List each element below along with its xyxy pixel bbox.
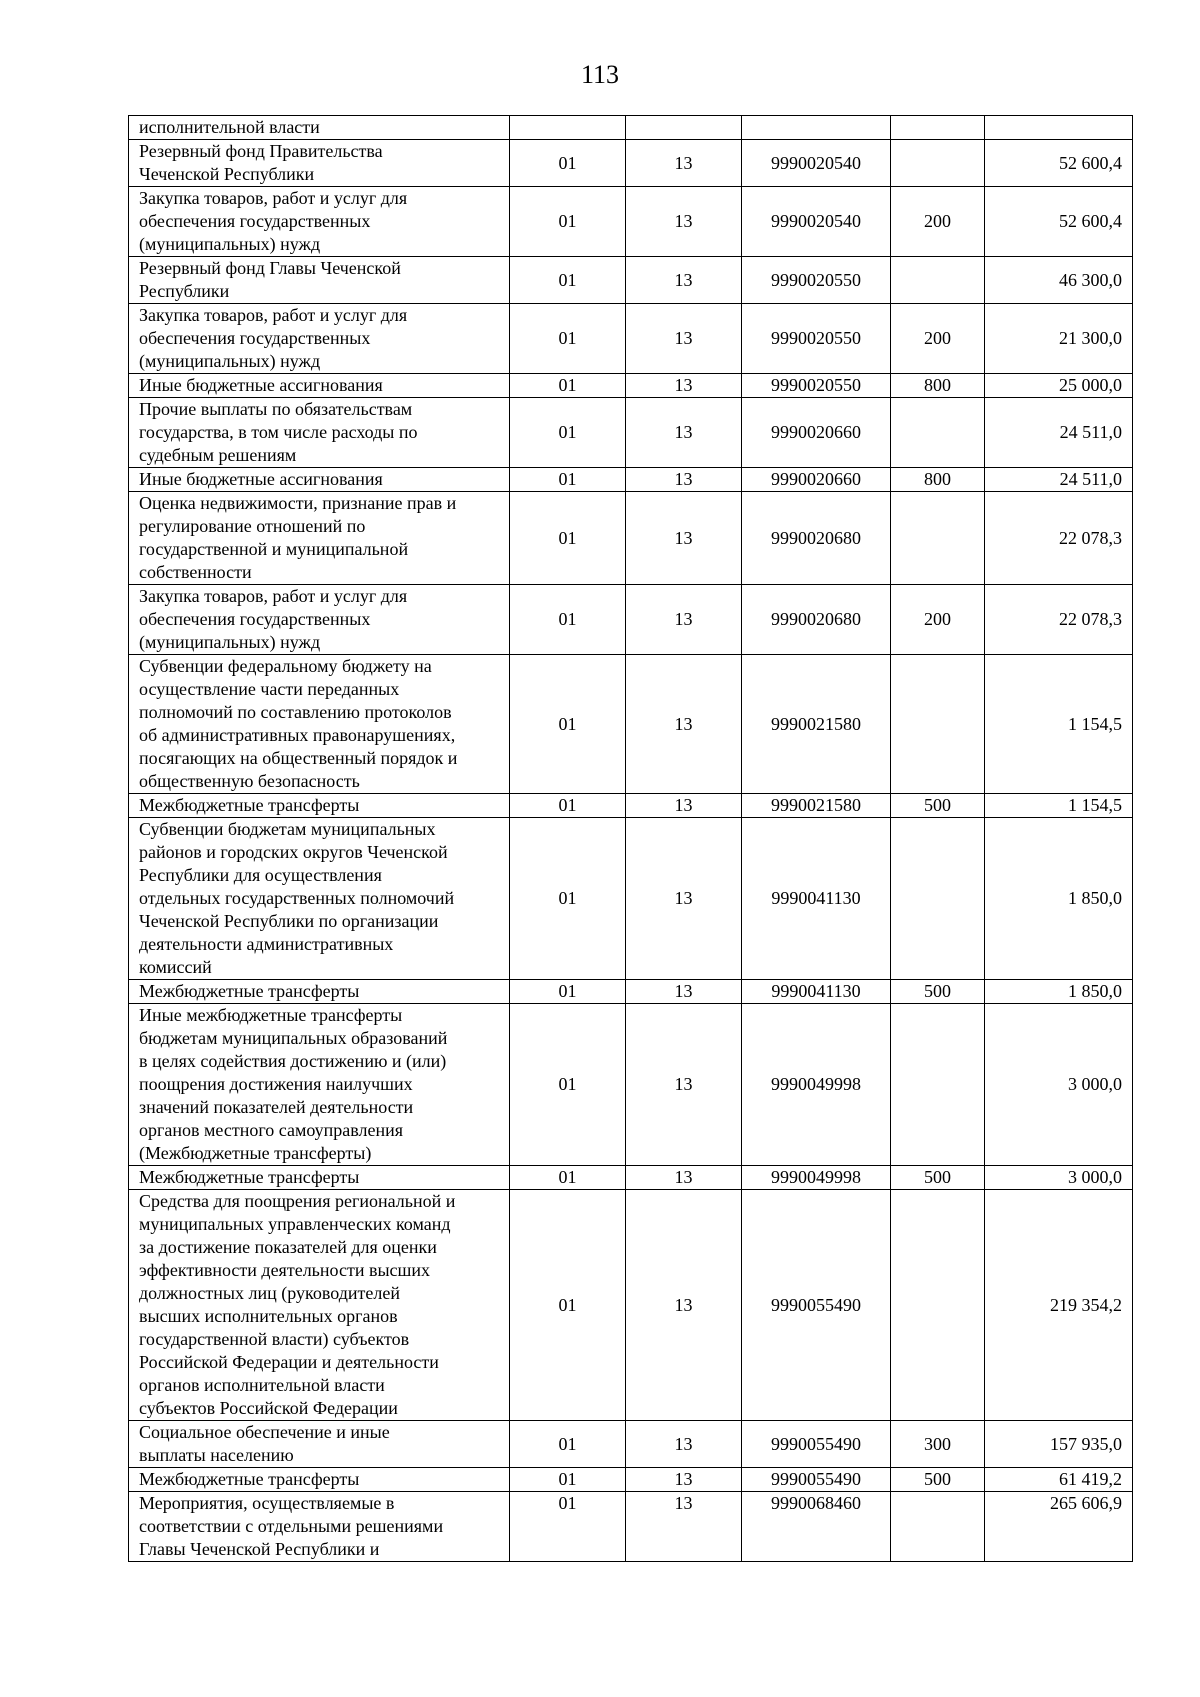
row-subsection-cell: 13: [626, 140, 742, 187]
row-name-cell: Резервный фонд Главы Чеченской Республики: [129, 257, 510, 304]
row-name-cell: Иные бюджетные ассигнования: [129, 374, 510, 398]
row-subsection-cell: 13: [626, 1421, 742, 1468]
row-amount-cell: 22 078,3: [985, 585, 1133, 655]
table-body: [129, 116, 1133, 1562]
row-name-cell: Закупка товаров, работ и услуг для обеспечения государственных (муниципальных) нужд: [129, 585, 510, 655]
table-row: [129, 1166, 1133, 1190]
row-target-code-cell: 9990055490: [742, 1468, 891, 1492]
row-name-cell: Средства для поощрения региональной и муниципальных управленческих команд за достижение показателей для оценки эффективности деятельности высших должностных лиц (руководителей высших исполнительных органов государственной власти) субъектов Российской Федерации и деятельности органов исполнительной власти субъектов Российской Федерации: [129, 1190, 510, 1421]
row-subsection-cell: 13: [626, 1190, 742, 1421]
table-row: [129, 374, 1133, 398]
row-name-cell: исполнительной власти: [129, 116, 510, 140]
table-row: [129, 585, 1133, 655]
row-name-cell: Резервный фонд Правительства Чеченской Республики: [129, 140, 510, 187]
row-name-cell: Оценка недвижимости, признание прав и регулирование отношений по государственной и муниципальной собственности: [129, 492, 510, 585]
row-name-cell: Закупка товаров, работ и услуг для обеспечения государственных (муниципальных) нужд: [129, 304, 510, 374]
row-section-cell: 01: [510, 374, 626, 398]
row-section-cell: 01: [510, 818, 626, 980]
row-expense-type-cell: 800: [891, 374, 985, 398]
table-row: [129, 818, 1133, 980]
row-name-cell: Субвенции федеральному бюджету на осуществление части переданных полномочий по составлению протоколов об административных правонарушениях, посягающих на общественный порядок и общественную безопасность: [129, 655, 510, 794]
row-subsection-cell: 13: [626, 1166, 742, 1190]
table-row: [129, 1468, 1133, 1492]
row-target-code-cell: 9990020660: [742, 398, 891, 468]
row-target-code-cell: 9990020660: [742, 468, 891, 492]
row-target-code-cell: 9990055490: [742, 1190, 891, 1421]
row-expense-type-cell: 300: [891, 1421, 985, 1468]
row-expense-type-cell: 500: [891, 1468, 985, 1492]
row-target-code-cell: [742, 116, 891, 140]
row-subsection-cell: 13: [626, 655, 742, 794]
row-expense-type-cell: [891, 398, 985, 468]
row-section-cell: 01: [510, 304, 626, 374]
table-row: [129, 1004, 1133, 1166]
row-amount-cell: 1 850,0: [985, 980, 1133, 1004]
row-section-cell: [510, 116, 626, 140]
row-section-cell: 01: [510, 794, 626, 818]
row-amount-cell: 1 154,5: [985, 794, 1133, 818]
row-subsection-cell: 13: [626, 585, 742, 655]
row-section-cell: 01: [510, 1468, 626, 1492]
row-target-code-cell: 9990020540: [742, 187, 891, 257]
row-section-cell: 01: [510, 187, 626, 257]
table-row: [129, 1492, 1133, 1562]
table-row: [129, 304, 1133, 374]
row-section-cell: 01: [510, 980, 626, 1004]
row-section-cell: 01: [510, 140, 626, 187]
row-expense-type-cell: [891, 492, 985, 585]
row-target-code-cell: 9990041130: [742, 818, 891, 980]
row-name-cell: Субвенции бюджетам муниципальных районов и городских округов Чеченской Республики для осуществления отдельных государственных полномочий Чеченской Республики по организации деятельности административных комиссий: [129, 818, 510, 980]
row-section-cell: 01: [510, 1004, 626, 1166]
row-expense-type-cell: [891, 257, 985, 304]
row-section-cell: 01: [510, 1492, 626, 1562]
row-expense-type-cell: [891, 1492, 985, 1562]
row-subsection-cell: 13: [626, 374, 742, 398]
row-name-cell: Прочие выплаты по обязательствам государства, в том числе расходы по судебным решениям: [129, 398, 510, 468]
table-row: [129, 655, 1133, 794]
row-expense-type-cell: 500: [891, 794, 985, 818]
row-name-cell: Межбюджетные трансферты: [129, 980, 510, 1004]
row-amount-cell: 1 154,5: [985, 655, 1133, 794]
row-expense-type-cell: [891, 655, 985, 794]
row-section-cell: 01: [510, 655, 626, 794]
row-amount-cell: 21 300,0: [985, 304, 1133, 374]
row-section-cell: 01: [510, 1421, 626, 1468]
row-name-cell: Межбюджетные трансферты: [129, 1166, 510, 1190]
row-subsection-cell: 13: [626, 818, 742, 980]
row-amount-cell: 219 354,2: [985, 1190, 1133, 1421]
row-expense-type-cell: [891, 140, 985, 187]
row-section-cell: 01: [510, 1166, 626, 1190]
row-subsection-cell: [626, 116, 742, 140]
row-amount-cell: 3 000,0: [985, 1004, 1133, 1166]
row-target-code-cell: 9990020550: [742, 374, 891, 398]
budget-table: [128, 115, 1133, 1562]
row-target-code-cell: 9990055490: [742, 1421, 891, 1468]
row-subsection-cell: 13: [626, 1492, 742, 1562]
row-target-code-cell: 9990020680: [742, 492, 891, 585]
row-amount-cell: 22 078,3: [985, 492, 1133, 585]
row-section-cell: 01: [510, 492, 626, 585]
row-amount-cell: 24 511,0: [985, 468, 1133, 492]
row-name-cell: Иные межбюджетные трансферты бюджетам муниципальных образований в целях содействия достижению и (или) поощрения достижения наилучших значений показателей деятельности органов местного самоуправления (Межбюджетные трансферты): [129, 1004, 510, 1166]
table-row: [129, 140, 1133, 187]
row-target-code-cell: 9990068460: [742, 1492, 891, 1562]
row-subsection-cell: 13: [626, 1468, 742, 1492]
row-name-cell: Иные бюджетные ассигнования: [129, 468, 510, 492]
row-subsection-cell: 13: [626, 492, 742, 585]
table-row: [129, 980, 1133, 1004]
row-subsection-cell: 13: [626, 980, 742, 1004]
row-amount-cell: 265 606,9: [985, 1492, 1133, 1562]
table-row: [129, 398, 1133, 468]
row-amount-cell: [985, 116, 1133, 140]
table-row: [129, 1190, 1133, 1421]
row-expense-type-cell: 500: [891, 980, 985, 1004]
row-amount-cell: 46 300,0: [985, 257, 1133, 304]
row-target-code-cell: 9990020680: [742, 585, 891, 655]
row-amount-cell: 52 600,4: [985, 140, 1133, 187]
row-section-cell: 01: [510, 398, 626, 468]
row-expense-type-cell: [891, 818, 985, 980]
row-name-cell: Межбюджетные трансферты: [129, 1468, 510, 1492]
table-row: [129, 794, 1133, 818]
row-subsection-cell: 13: [626, 398, 742, 468]
row-section-cell: 01: [510, 468, 626, 492]
row-section-cell: 01: [510, 257, 626, 304]
row-expense-type-cell: 200: [891, 304, 985, 374]
row-name-cell: Социальное обеспечение и иные выплаты населению: [129, 1421, 510, 1468]
row-target-code-cell: 9990049998: [742, 1166, 891, 1190]
row-target-code-cell: 9990041130: [742, 980, 891, 1004]
row-name-cell: Межбюджетные трансферты: [129, 794, 510, 818]
table-row: [129, 187, 1133, 257]
row-section-cell: 01: [510, 585, 626, 655]
row-subsection-cell: 13: [626, 304, 742, 374]
row-target-code-cell: 9990021580: [742, 655, 891, 794]
row-target-code-cell: 9990021580: [742, 794, 891, 818]
row-target-code-cell: 9990020540: [742, 140, 891, 187]
table-row: [129, 257, 1133, 304]
row-expense-type-cell: 500: [891, 1166, 985, 1190]
row-amount-cell: 52 600,4: [985, 187, 1133, 257]
row-amount-cell: 61 419,2: [985, 1468, 1133, 1492]
row-expense-type-cell: [891, 1004, 985, 1166]
row-section-cell: 01: [510, 1190, 626, 1421]
page-number: 113: [580, 60, 620, 89]
row-amount-cell: 1 850,0: [985, 818, 1133, 980]
row-name-cell: Мероприятия, осуществляемые в соответствии с отдельными решениями Главы Чеченской Республики и: [129, 1492, 510, 1562]
row-expense-type-cell: [891, 116, 985, 140]
row-target-code-cell: 9990020550: [742, 304, 891, 374]
row-subsection-cell: 13: [626, 794, 742, 818]
row-subsection-cell: 13: [626, 468, 742, 492]
row-subsection-cell: 13: [626, 187, 742, 257]
row-target-code-cell: 9990049998: [742, 1004, 891, 1166]
table-row: [129, 468, 1133, 492]
row-expense-type-cell: 800: [891, 468, 985, 492]
row-expense-type-cell: 200: [891, 187, 985, 257]
table-row: [129, 1421, 1133, 1468]
table-row: [129, 492, 1133, 585]
row-expense-type-cell: [891, 1190, 985, 1421]
row-amount-cell: 3 000,0: [985, 1166, 1133, 1190]
row-amount-cell: 157 935,0: [985, 1421, 1133, 1468]
row-name-cell: Закупка товаров, работ и услуг для обеспечения государственных (муниципальных) нужд: [129, 187, 510, 257]
row-amount-cell: 24 511,0: [985, 398, 1133, 468]
row-expense-type-cell: 200: [891, 585, 985, 655]
row-target-code-cell: 9990020550: [742, 257, 891, 304]
row-amount-cell: 25 000,0: [985, 374, 1133, 398]
table-row: [129, 116, 1133, 140]
row-subsection-cell: 13: [626, 1004, 742, 1166]
row-subsection-cell: 13: [626, 257, 742, 304]
